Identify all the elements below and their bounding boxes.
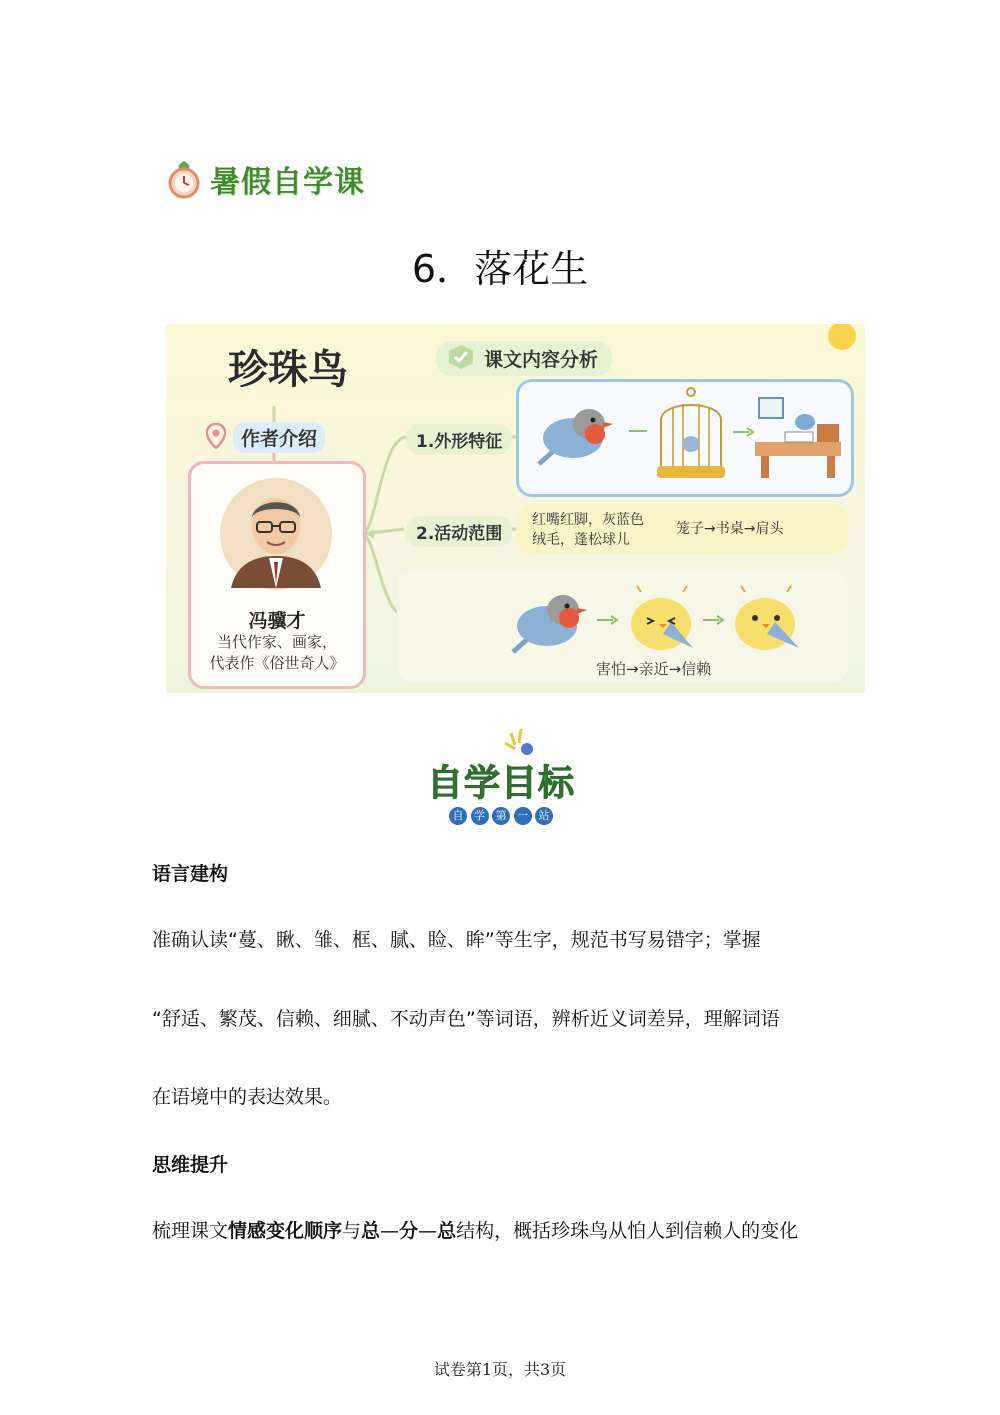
checkmark-icon — [446, 343, 476, 371]
arrow-icon-3 — [595, 614, 619, 626]
language-heading: 语言建构 — [152, 863, 229, 885]
analysis-label: 课文内容分析 — [436, 341, 612, 376]
desk-icon — [751, 392, 845, 484]
author-portrait — [219, 476, 333, 596]
author-name: 冯骥才 — [248, 610, 306, 632]
language-line-2: “舒适、繁茂、信赖、细腻、不动声色”等词语，辨析近义词差异，理解词语 — [152, 1008, 780, 1030]
goal-title: 自学目标 — [426, 763, 575, 804]
goal-subtitle: 自 学 第 一 站 — [449, 807, 553, 825]
alarm-clock-icon — [166, 159, 202, 199]
range-path: 笼子→书桌→肩头 — [676, 521, 784, 537]
emotion-path: 害怕→亲近→信赖 — [596, 660, 712, 678]
range-box — [516, 504, 848, 554]
lesson-title: 6．落花生 — [411, 247, 589, 291]
chick-happy-illustration — [727, 576, 807, 658]
location-pin-icon — [206, 423, 226, 449]
branch-range: 2.活动范围 — [406, 516, 512, 547]
birdcage-icon — [653, 386, 729, 484]
mindmap-infographic — [166, 324, 865, 693]
page-footer: 试卷第1页，共3页 — [433, 1360, 567, 1379]
author-card — [188, 461, 366, 689]
range-description: 红嘴红脚，灰蓝色 绒毛，蓬松球儿 — [532, 512, 644, 548]
author-description: 当代作家、画家， 代表作《俗世奇人》 — [209, 633, 345, 672]
author-label: 作者介绍 — [233, 422, 325, 453]
thinking-line: 梳理课文情感变化顺序与总—分—总结构，概括珍珠鸟从怕人到信赖人的变化 — [152, 1220, 799, 1242]
header-logo — [166, 156, 386, 202]
mindmap-title: 珍珠鸟 — [228, 347, 348, 393]
thinking-heading: 思维提升 — [152, 1154, 229, 1176]
bird-illustration — [529, 394, 615, 474]
goal-badge — [425, 727, 577, 827]
language-line-1: 准确认读“蔓、瞅、雏、框、腻、睑、眸”等生字，规范书写易错字；掌握 — [152, 929, 761, 951]
arrow-icon-4 — [701, 614, 725, 626]
appearance-box — [516, 379, 854, 497]
chick-shy-illustration — [623, 578, 703, 658]
bird-scared-illustration — [507, 580, 593, 660]
arrow-icon — [627, 426, 651, 436]
logo-text: 暑假自学课 — [210, 165, 365, 200]
branch-appearance: 1.外形特征 — [406, 424, 512, 455]
language-line-3: 在语境中的表达效果。 — [152, 1086, 343, 1108]
